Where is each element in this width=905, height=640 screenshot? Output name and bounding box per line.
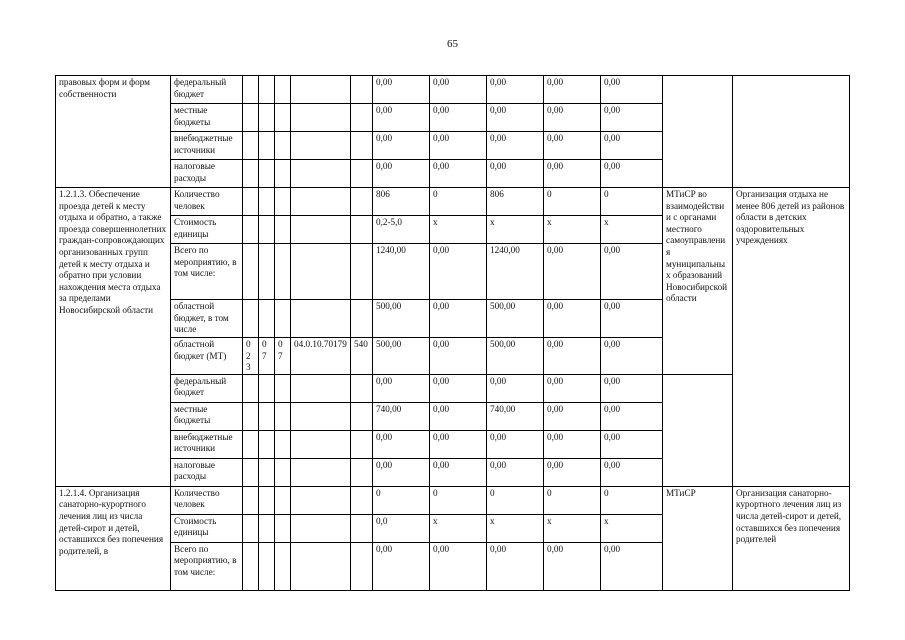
code-cell xyxy=(243,430,259,458)
code-cell xyxy=(259,458,275,486)
code-cell xyxy=(291,76,351,104)
page-number: 65 xyxy=(447,38,458,50)
value-cell: 806 xyxy=(487,188,544,216)
funding-source-label: местные бюджеты xyxy=(171,402,243,430)
executor-cell xyxy=(663,374,733,486)
code-cell xyxy=(351,542,373,590)
code-cell xyxy=(351,160,373,188)
value-cell: 0,00 xyxy=(601,458,663,486)
code-cell xyxy=(243,104,259,132)
value-cell: 0,00 xyxy=(373,458,430,486)
code-cell xyxy=(351,188,373,216)
code-cell xyxy=(351,132,373,160)
code-cell xyxy=(275,458,291,486)
code-cell: 540 xyxy=(351,338,373,375)
code-cell xyxy=(351,300,373,338)
code-cell xyxy=(291,160,351,188)
value-cell: 0,00 xyxy=(430,430,487,458)
funding-source-label: федеральный бюджет xyxy=(171,374,243,402)
funding-source-label: Стоимость единицы xyxy=(171,514,243,542)
measure-description: 1.2.1.3. Обеспечение проезда детей к месту отдыха и обратно, а также проезда совершеннолетних граждан-сопровождающих организованных групп детей к месту отдыха и обратно при условии нахождения места отдыха за пределами Новосибирской области xyxy=(56,188,171,487)
code-cell xyxy=(243,76,259,104)
value-cell: 0,00 xyxy=(601,300,663,338)
code-cell xyxy=(243,160,259,188)
code-cell xyxy=(275,374,291,402)
code-cell xyxy=(259,216,275,244)
table-row xyxy=(56,486,850,514)
code-cell xyxy=(275,76,291,104)
code-cell xyxy=(291,188,351,216)
value-cell: 500,00 xyxy=(487,338,544,375)
value-cell: 0,00 xyxy=(601,104,663,132)
value-cell: 0 xyxy=(430,486,487,514)
code-cell xyxy=(259,402,275,430)
value-cell: 0 xyxy=(373,486,430,514)
value-cell: 0,00 xyxy=(544,402,601,430)
code-cell xyxy=(259,374,275,402)
code-cell xyxy=(259,542,275,590)
value-cell: 0,00 xyxy=(601,76,663,104)
code-cell xyxy=(351,458,373,486)
code-cell xyxy=(275,542,291,590)
code-cell xyxy=(243,458,259,486)
code-cell xyxy=(291,542,351,590)
value-cell: 0,00 xyxy=(601,338,663,375)
value-cell: 0 xyxy=(601,188,663,216)
code-cell xyxy=(259,514,275,542)
value-cell: 0,00 xyxy=(430,160,487,188)
code-cell xyxy=(243,486,259,514)
code-cell xyxy=(291,514,351,542)
value-cell: 0 xyxy=(601,486,663,514)
value-cell: 0 xyxy=(430,188,487,216)
value-cell: 0,00 xyxy=(544,430,601,458)
value-cell: 0,00 xyxy=(373,132,430,160)
code-cell xyxy=(351,244,373,300)
value-cell: 0,00 xyxy=(373,76,430,104)
code-cell xyxy=(259,160,275,188)
value-cell: 0,00 xyxy=(373,160,430,188)
table-row xyxy=(56,76,850,104)
code-cell xyxy=(243,188,259,216)
code-cell: 04.0.10.70179 xyxy=(291,338,351,375)
value-cell: 740,00 xyxy=(373,402,430,430)
value-cell: 0,00 xyxy=(430,76,487,104)
value-cell: 0,00 xyxy=(430,374,487,402)
executor-cell xyxy=(663,76,733,188)
funding-source-label: Всего по мероприятию, в том числе: xyxy=(171,542,243,590)
value-cell: 0,00 xyxy=(430,542,487,590)
value-cell: 0,00 xyxy=(601,430,663,458)
value-cell: 0,00 xyxy=(430,338,487,375)
value-cell: х xyxy=(544,514,601,542)
code-cell xyxy=(275,160,291,188)
funding-source-label: внебюджетные источники xyxy=(171,132,243,160)
value-cell: х xyxy=(601,216,663,244)
value-cell: 0,00 xyxy=(544,300,601,338)
code-cell xyxy=(259,486,275,514)
value-cell: 740,00 xyxy=(487,402,544,430)
code-cell xyxy=(275,300,291,338)
value-cell: 0,00 xyxy=(601,542,663,590)
value-cell: 0,00 xyxy=(544,244,601,300)
value-cell: 0,00 xyxy=(487,104,544,132)
code-cell xyxy=(243,244,259,300)
executor-cell: МТиСР во взаимодействии с органами местного самоуправления муниципальных образований Новосибирской области xyxy=(663,188,733,375)
code-cell: 07 xyxy=(259,338,275,375)
code-cell xyxy=(243,216,259,244)
code-cell xyxy=(275,216,291,244)
code-cell xyxy=(259,430,275,458)
code-cell xyxy=(351,76,373,104)
value-cell: 0,00 xyxy=(601,244,663,300)
code-cell xyxy=(351,216,373,244)
table-body xyxy=(56,76,850,591)
funding-source-label: налоговые расходы xyxy=(171,458,243,486)
value-cell: 0,00 xyxy=(373,542,430,590)
code-cell xyxy=(259,104,275,132)
value-cell: 0,00 xyxy=(601,402,663,430)
funding-source-label: Всего по мероприятию, в том числе: xyxy=(171,244,243,300)
value-cell: 0,00 xyxy=(487,374,544,402)
funding-source-label: Количество человек xyxy=(171,486,243,514)
code-cell xyxy=(243,300,259,338)
value-cell: х xyxy=(487,514,544,542)
value-cell: 500,00 xyxy=(373,300,430,338)
value-cell: 0,00 xyxy=(430,458,487,486)
code-cell xyxy=(275,514,291,542)
code-cell xyxy=(351,104,373,132)
value-cell: 0 xyxy=(544,188,601,216)
value-cell: 806 xyxy=(373,188,430,216)
value-cell: х xyxy=(487,216,544,244)
measure-description: 1.2.1.4. Организация санаторно-курортного лечения лиц из числа детей-сирот и детей, оставшихся без попечения родителей, в xyxy=(56,486,171,590)
funding-source-label: налоговые расходы xyxy=(171,160,243,188)
value-cell: 500,00 xyxy=(373,338,430,375)
value-cell: 0,00 xyxy=(430,244,487,300)
value-cell: 0,00 xyxy=(544,458,601,486)
value-cell: х xyxy=(430,514,487,542)
code-cell xyxy=(351,486,373,514)
code-cell xyxy=(275,188,291,216)
code-cell xyxy=(351,430,373,458)
code-cell xyxy=(275,132,291,160)
value-cell: 0,00 xyxy=(544,76,601,104)
value-cell: 0 xyxy=(487,486,544,514)
value-cell: 0,00 xyxy=(487,430,544,458)
value-cell: 0,00 xyxy=(487,160,544,188)
code-cell xyxy=(291,430,351,458)
value-cell: 0,00 xyxy=(544,374,601,402)
code-cell xyxy=(291,486,351,514)
value-cell: х xyxy=(601,514,663,542)
table-row xyxy=(56,188,850,216)
executor-cell: МТиСР xyxy=(663,486,733,590)
value-cell: 0,00 xyxy=(430,104,487,132)
result-cell: Организация отдыха не менее 806 детей из районов области в детских оздоровительных учреждениях xyxy=(733,188,850,487)
code-cell xyxy=(259,244,275,300)
value-cell: 0,00 xyxy=(373,430,430,458)
value-cell: 0,00 xyxy=(487,458,544,486)
code-cell xyxy=(291,300,351,338)
code-cell xyxy=(243,374,259,402)
value-cell: 0,00 xyxy=(430,300,487,338)
value-cell: 1240,00 xyxy=(373,244,430,300)
funding-source-label: Количество человек xyxy=(171,188,243,216)
code-cell xyxy=(351,514,373,542)
value-cell: 0,00 xyxy=(544,104,601,132)
program-table xyxy=(55,75,850,591)
code-cell xyxy=(243,542,259,590)
code-cell xyxy=(243,402,259,430)
code-cell xyxy=(259,132,275,160)
funding-source-label: областной бюджет, в том числе xyxy=(171,300,243,338)
value-cell: 0,00 xyxy=(430,402,487,430)
result-cell: Организация санаторно-курортного лечения лиц из числа детей-сирот и детей, оставшихся без попечения родителей xyxy=(733,486,850,590)
code-cell xyxy=(259,300,275,338)
value-cell: 0,00 xyxy=(544,542,601,590)
value-cell: 1240,00 xyxy=(487,244,544,300)
code-cell xyxy=(291,104,351,132)
value-cell: 0,00 xyxy=(487,76,544,104)
value-cell: 0,00 xyxy=(373,104,430,132)
value-cell: х xyxy=(430,216,487,244)
measure-description: правовых форм и форм собственности xyxy=(56,76,171,188)
result-cell xyxy=(733,76,850,188)
funding-source-label: местные бюджеты xyxy=(171,104,243,132)
funding-source-label: федеральный бюджет xyxy=(171,76,243,104)
value-cell: 0 xyxy=(544,486,601,514)
code-cell xyxy=(291,132,351,160)
funding-source-label: Стоимость единицы xyxy=(171,216,243,244)
value-cell: 0,00 xyxy=(373,374,430,402)
code-cell: 023 xyxy=(243,338,259,375)
code-cell xyxy=(243,514,259,542)
code-cell xyxy=(291,458,351,486)
value-cell: 0,00 xyxy=(544,132,601,160)
value-cell: 0,2-5,0 xyxy=(373,216,430,244)
code-cell xyxy=(259,76,275,104)
code-cell xyxy=(291,216,351,244)
value-cell: 0,00 xyxy=(544,160,601,188)
code-cell xyxy=(275,104,291,132)
value-cell: 0,00 xyxy=(544,338,601,375)
value-cell: 0,00 xyxy=(601,160,663,188)
value-cell: 0,00 xyxy=(430,132,487,160)
value-cell: 0,0 xyxy=(373,514,430,542)
code-cell xyxy=(275,402,291,430)
funding-source-label: внебюджетные источники xyxy=(171,430,243,458)
code-cell: 07 xyxy=(275,338,291,375)
code-cell xyxy=(291,244,351,300)
value-cell: х xyxy=(544,216,601,244)
code-cell xyxy=(291,402,351,430)
code-cell xyxy=(259,188,275,216)
value-cell: 0,00 xyxy=(487,132,544,160)
value-cell: 0,00 xyxy=(487,542,544,590)
code-cell xyxy=(275,486,291,514)
code-cell xyxy=(351,374,373,402)
code-cell xyxy=(351,402,373,430)
code-cell xyxy=(243,132,259,160)
value-cell: 500,00 xyxy=(487,300,544,338)
funding-source-label: областной бюджет (МТ) xyxy=(171,338,243,375)
table-row xyxy=(56,374,850,402)
value-cell: 0,00 xyxy=(601,374,663,402)
code-cell xyxy=(275,244,291,300)
code-cell xyxy=(291,374,351,402)
code-cell xyxy=(275,430,291,458)
value-cell: 0,00 xyxy=(601,132,663,160)
